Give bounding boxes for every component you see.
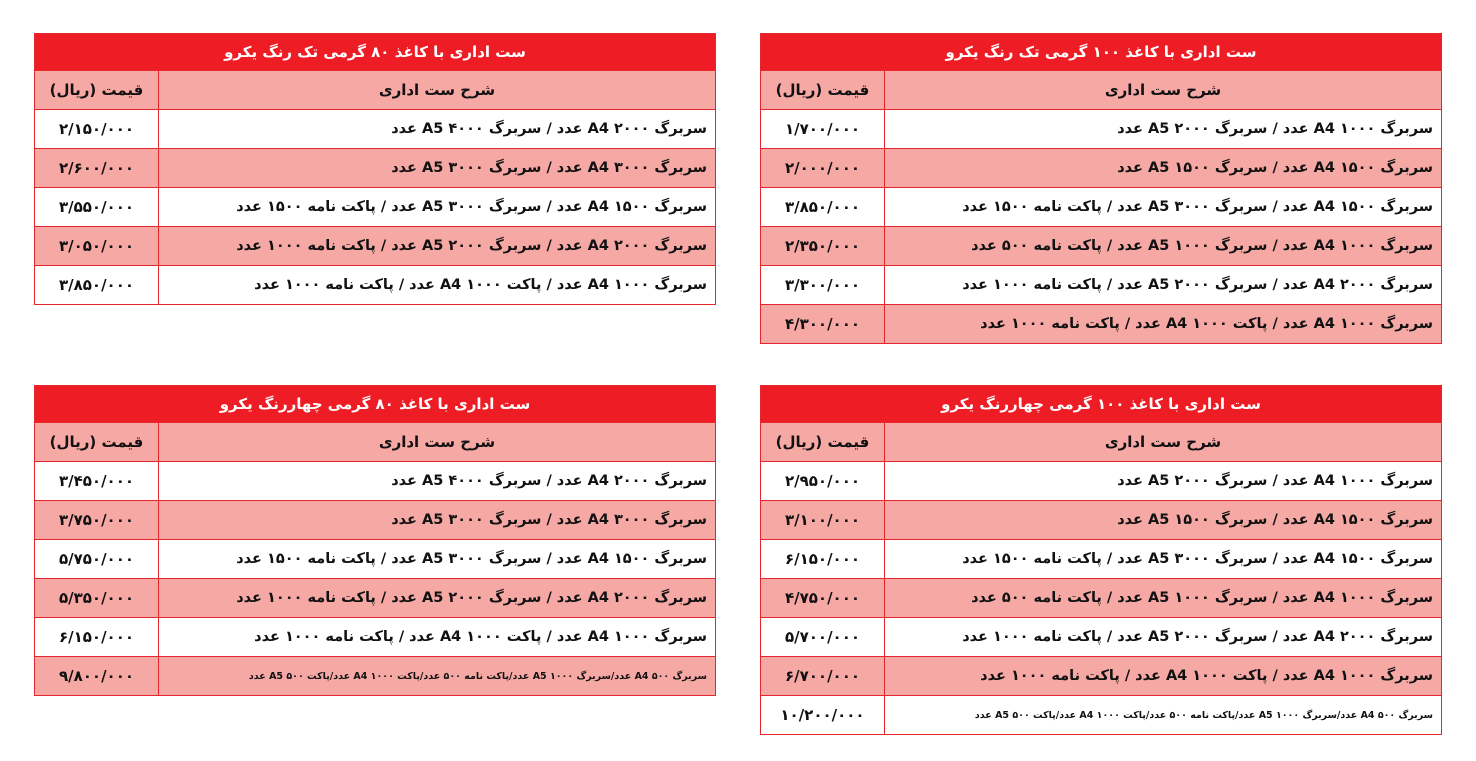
- description-cell: سربرگ A4 ۲۰۰۰ عدد / سربرگ A5 ۴۰۰۰ عدد: [159, 110, 716, 149]
- price-cell: ۳/۸۵۰/۰۰۰: [35, 266, 159, 305]
- table-row: [35, 110, 716, 149]
- description-cell: سربرگ A4 ۱۵۰۰ عدد / سربرگ A5 ۳۰۰۰ عدد / پاکت نامه ۱۵۰۰ عدد: [159, 540, 716, 579]
- table-row: [761, 579, 1442, 618]
- description-column-header: شرح ست اداری: [885, 71, 1442, 110]
- description-cell: سربرگ A4 ۱۰۰۰ عدد / سربرگ A5 ۲۰۰۰ عدد: [885, 110, 1442, 149]
- price-cell: ۲/۳۵۰/۰۰۰: [761, 227, 885, 266]
- description-cell: سربرگ A4 ۱۵۰۰ عدد / سربرگ A5 ۳۰۰۰ عدد / پاکت نامه ۱۵۰۰ عدد: [159, 188, 716, 227]
- description-cell: سربرگ A4 ۳۰۰۰ عدد / سربرگ A5 ۳۰۰۰ عدد: [159, 501, 716, 540]
- description-cell: سربرگ A4 ۱۵۰۰ عدد / سربرگ A5 ۳۰۰۰ عدد / پاکت نامه ۱۵۰۰ عدد: [885, 540, 1442, 579]
- description-cell: سربرگ A4 ۱۰۰۰ عدد / پاکت A4 ۱۰۰۰ عدد / پاکت نامه ۱۰۰۰ عدد: [159, 618, 716, 657]
- description-cell: سربرگ A4 ۵۰۰ عدد/سربرگ A5 ۱۰۰۰ عدد/پاکت نامه ۵۰۰ عدد/پاکت A4 ۱۰۰۰ عدد/پاکت A5 ۵۰۰ عدد: [885, 696, 1442, 735]
- description-column-header: شرح ست اداری: [885, 423, 1442, 462]
- table-row: [761, 149, 1442, 188]
- table-row: [761, 227, 1442, 266]
- price-cell: ۵/۳۵۰/۰۰۰: [35, 579, 159, 618]
- description-column-header: شرح ست اداری: [159, 71, 716, 110]
- table-row: [35, 540, 716, 579]
- table-row: [761, 266, 1442, 305]
- table-row: [35, 266, 716, 305]
- description-cell: سربرگ A4 ۳۰۰۰ عدد / سربرگ A5 ۳۰۰۰ عدد: [159, 149, 716, 188]
- price-table-80g-color: [34, 385, 716, 696]
- price-cell: ۱/۷۰۰/۰۰۰: [761, 110, 885, 149]
- price-cell: ۶/۱۵۰/۰۰۰: [761, 540, 885, 579]
- table-row: [35, 149, 716, 188]
- price-cell: ۳/۸۵۰/۰۰۰: [761, 188, 885, 227]
- price-column-header: قیمت (ریال): [761, 71, 885, 110]
- price-cell: ۳/۳۰۰/۰۰۰: [761, 266, 885, 305]
- price-cell: ۱۰/۲۰۰/۰۰۰: [761, 696, 885, 735]
- price-cell: ۲/۱۵۰/۰۰۰: [35, 110, 159, 149]
- table-title: ست اداری با کاغذ ۸۰ گرمی تک رنگ یکرو: [35, 34, 716, 71]
- description-cell: سربرگ A4 ۱۰۰۰ عدد / سربرگ A5 ۱۰۰۰ عدد / پاکت نامه ۵۰۰ عدد: [885, 227, 1442, 266]
- table-row: [761, 188, 1442, 227]
- table-row: [35, 462, 716, 501]
- price-table-80g-mono: [34, 33, 716, 305]
- table-body: [35, 386, 716, 696]
- price-cell: ۲/۹۵۰/۰۰۰: [761, 462, 885, 501]
- price-cell: ۹/۸۰۰/۰۰۰: [35, 657, 159, 696]
- description-cell: سربرگ A4 ۱۰۰۰ عدد / پاکت A4 ۱۰۰۰ عدد / پاکت نامه ۱۰۰۰ عدد: [159, 266, 716, 305]
- price-cell: ۳/۴۵۰/۰۰۰: [35, 462, 159, 501]
- description-cell: سربرگ A4 ۱۰۰۰ عدد / پاکت A4 ۱۰۰۰ عدد / پاکت نامه ۱۰۰۰ عدد: [885, 657, 1442, 696]
- table-title: ست اداری با کاغذ ۱۰۰ گرمی تک رنگ یکرو: [761, 34, 1442, 71]
- price-cell: ۲/۶۰۰/۰۰۰: [35, 149, 159, 188]
- price-cell: ۵/۷۰۰/۰۰۰: [761, 618, 885, 657]
- description-cell: سربرگ A4 ۲۰۰۰ عدد / سربرگ A5 ۲۰۰۰ عدد / پاکت نامه ۱۰۰۰ عدد: [885, 266, 1442, 305]
- table-body: [761, 34, 1442, 344]
- table-row: [761, 110, 1442, 149]
- description-cell: سربرگ A4 ۱۰۰۰ عدد / سربرگ A5 ۱۰۰۰ عدد / پاکت نامه ۵۰۰ عدد: [885, 579, 1442, 618]
- table-row: [35, 188, 716, 227]
- price-cell: ۳/۵۵۰/۰۰۰: [35, 188, 159, 227]
- table-row: [761, 696, 1442, 735]
- table-row: [761, 657, 1442, 696]
- price-column-header: قیمت (ریال): [35, 423, 159, 462]
- description-cell: سربرگ A4 ۱۰۰۰ عدد / پاکت A4 ۱۰۰۰ عدد / پاکت نامه ۱۰۰۰ عدد: [885, 305, 1442, 344]
- table-row: [761, 618, 1442, 657]
- description-cell: سربرگ A4 ۲۰۰۰ عدد / سربرگ A5 ۲۰۰۰ عدد / پاکت نامه ۱۰۰۰ عدد: [159, 579, 716, 618]
- price-cell: ۴/۷۵۰/۰۰۰: [761, 579, 885, 618]
- table-row: [761, 540, 1442, 579]
- table-row: [35, 657, 716, 696]
- price-column-header: قیمت (ریال): [761, 423, 885, 462]
- price-cell: ۴/۳۰۰/۰۰۰: [761, 305, 885, 344]
- table-row: [761, 501, 1442, 540]
- table-row: [35, 501, 716, 540]
- price-cell: ۳/۷۵۰/۰۰۰: [35, 501, 159, 540]
- description-cell: سربرگ A4 ۱۰۰۰ عدد / سربرگ A5 ۲۰۰۰ عدد: [885, 462, 1442, 501]
- price-cell: ۳/۰۵۰/۰۰۰: [35, 227, 159, 266]
- table-title: ست اداری با کاغذ ۸۰ گرمی چهاررنگ یکرو: [35, 386, 716, 423]
- table-row: [35, 618, 716, 657]
- description-cell: سربرگ A4 ۱۵۰۰ عدد / سربرگ A5 ۳۰۰۰ عدد / پاکت نامه ۱۵۰۰ عدد: [885, 188, 1442, 227]
- table-row: [35, 227, 716, 266]
- description-cell: سربرگ A4 ۲۰۰۰ عدد / سربرگ A5 ۴۰۰۰ عدد: [159, 462, 716, 501]
- table-row: [761, 305, 1442, 344]
- description-cell: سربرگ A4 ۱۵۰۰ عدد / سربرگ A5 ۱۵۰۰ عدد: [885, 149, 1442, 188]
- price-cell: ۳/۱۰۰/۰۰۰: [761, 501, 885, 540]
- price-table-100g-color: [760, 385, 1442, 735]
- price-cell: ۶/۷۰۰/۰۰۰: [761, 657, 885, 696]
- price-cell: ۶/۱۵۰/۰۰۰: [35, 618, 159, 657]
- table-row: [35, 579, 716, 618]
- table-body: [35, 34, 716, 305]
- price-cell: ۲/۰۰۰/۰۰۰: [761, 149, 885, 188]
- price-cell: ۵/۷۵۰/۰۰۰: [35, 540, 159, 579]
- table-body: [761, 386, 1442, 735]
- description-column-header: شرح ست اداری: [159, 423, 716, 462]
- description-cell: سربرگ A4 ۱۵۰۰ عدد / سربرگ A5 ۱۵۰۰ عدد: [885, 501, 1442, 540]
- price-table-100g-mono: [760, 33, 1442, 344]
- description-cell: سربرگ A4 ۵۰۰ عدد/سربرگ A5 ۱۰۰۰ عدد/پاکت نامه ۵۰۰ عدد/پاکت A4 ۱۰۰۰ عدد/پاکت A5 ۵۰۰ عدد: [159, 657, 716, 696]
- table-title: ست اداری با کاغذ ۱۰۰ گرمی چهاررنگ یکرو: [761, 386, 1442, 423]
- description-cell: سربرگ A4 ۲۰۰۰ عدد / سربرگ A5 ۲۰۰۰ عدد / پاکت نامه ۱۰۰۰ عدد: [885, 618, 1442, 657]
- description-cell: سربرگ A4 ۲۰۰۰ عدد / سربرگ A5 ۲۰۰۰ عدد / پاکت نامه ۱۰۰۰ عدد: [159, 227, 716, 266]
- table-row: [761, 462, 1442, 501]
- price-column-header: قیمت (ریال): [35, 71, 159, 110]
